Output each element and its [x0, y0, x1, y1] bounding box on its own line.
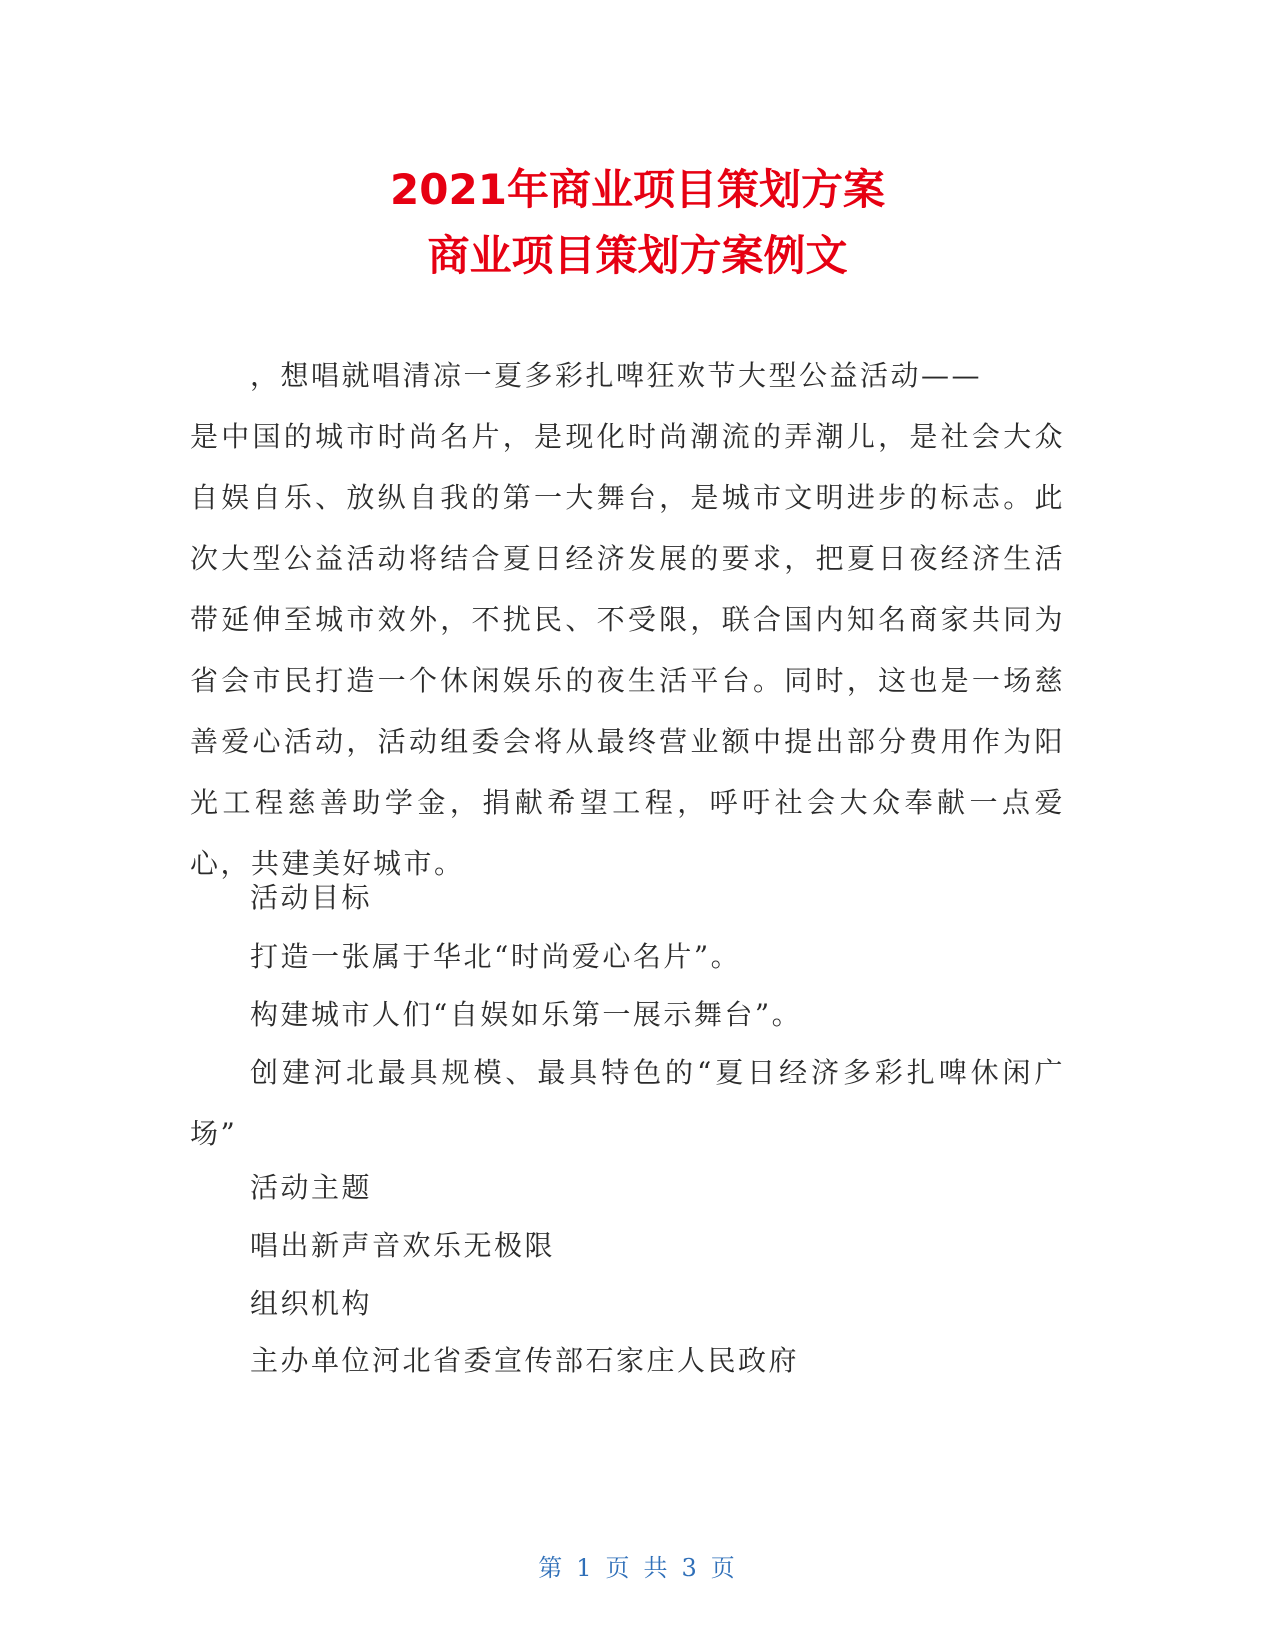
footer-page-word: 第	[538, 1554, 565, 1582]
footer-page-unit: 页	[605, 1554, 632, 1582]
document-subtitle: 商业项目策划方案例文	[427, 231, 848, 280]
intro-paragraph	[190, 345, 1065, 894]
section-heading-theme: 活动主题	[250, 1171, 373, 1204]
document-title: 2021年商业项目策划方案	[390, 165, 885, 214]
goal-item: 构建城市人们“自娱如乐第一展示舞台”。	[250, 998, 803, 1031]
goal-item: 打造一张属于华北“时尚爱心名片”。	[250, 940, 742, 973]
page-footer	[0, 1548, 1275, 1583]
footer-current-page: 1	[576, 1554, 594, 1582]
organizer-text: 主办单位河北省委宣传部石家庄人民政府	[250, 1344, 800, 1377]
goal-item: 创建河北最具规模、最具特色的“夏日经济多彩扎啤休闲广场”	[190, 1056, 1065, 1150]
intro-first-line: ，想唱就唱清凉一夏多彩扎啤狂欢节大型公益活动——	[250, 359, 983, 392]
footer-total-unit: 页	[710, 1554, 737, 1582]
footer-total-word: 共	[643, 1554, 670, 1582]
section-heading-goal: 活动目标	[250, 881, 373, 914]
intro-rest: 是中国的城市时尚名片，是现化时尚潮流的弄潮儿，是社会大众自娱自乐、放纵自我的第一大舞台，是城市文明进步的标志。此次大型公益活动将结合夏日经济发展的要求，把夏日夜经济生活带延伸至城市效外，不扰民、不受限，联合国内知名商家共同为省会市民打造一个休闲娱乐的夜生活平台。同时，这也是一场慈善爱心活动，活动组委会将从最终营业额中提出部分费用作为阳光工程慈善助学金，捐献希望工程，呼吁社会大众奉献一点爱心，共建美好城市。	[190, 420, 1065, 880]
section-heading-org: 组织机构	[250, 1287, 373, 1320]
theme-text: 唱出新声音欢乐无极限	[250, 1229, 556, 1262]
footer-total-pages: 3	[681, 1554, 699, 1582]
